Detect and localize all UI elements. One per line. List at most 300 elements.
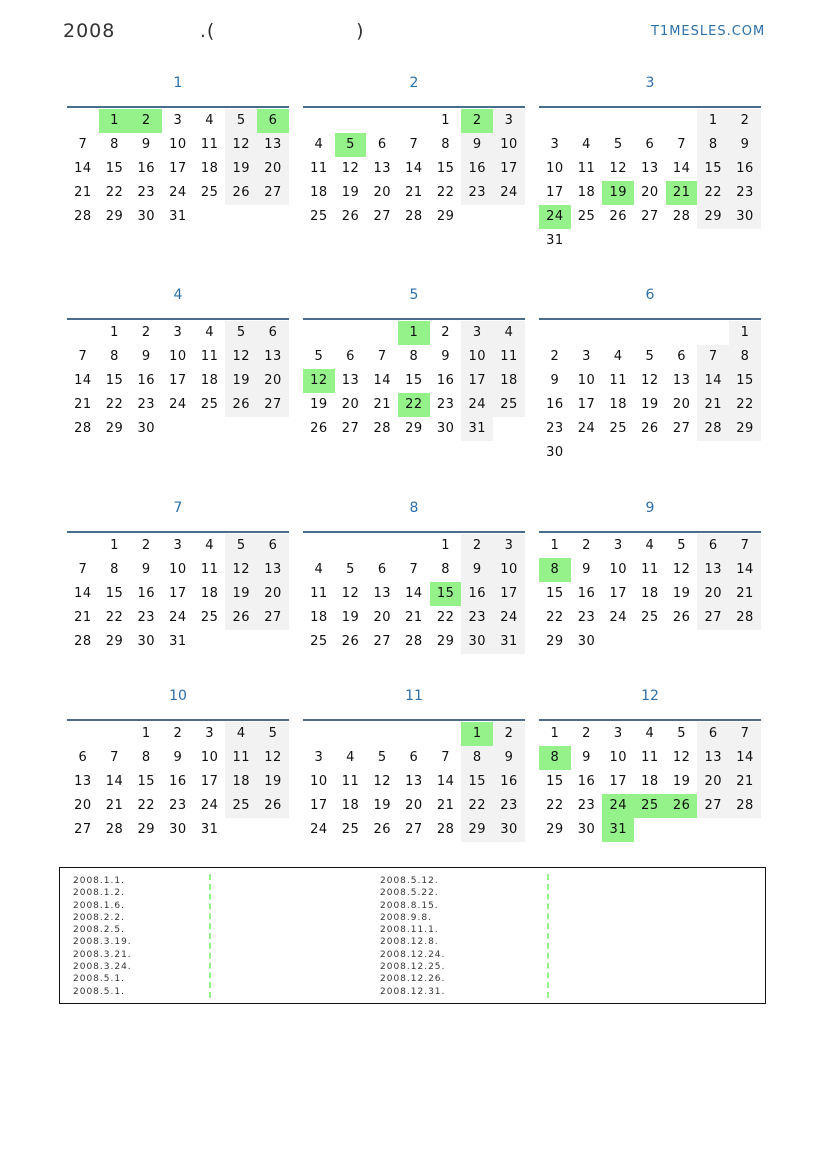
day-cell[interactable]: 30 [577, 822, 596, 837]
day-cell[interactable]: 9 [141, 137, 151, 152]
day-cell[interactable]: 17 [169, 373, 187, 388]
day-cell[interactable]: 8 [110, 562, 119, 577]
day-cell[interactable]: 3 [613, 726, 623, 741]
day-cell[interactable]: 5 [225, 321, 257, 345]
day-cell[interactable]: 1 [461, 722, 493, 746]
day-cell[interactable]: 29 [105, 634, 124, 649]
day-cell[interactable]: 23 [493, 794, 525, 818]
day-cell[interactable]: 8 [141, 750, 151, 765]
day-cell[interactable]: 10 [493, 133, 525, 157]
day-cell[interactable]: 14 [672, 161, 691, 176]
day-cell[interactable]: 17 [310, 798, 328, 813]
day-cell[interactable]: 20 [697, 582, 729, 606]
day-cell[interactable]: 11 [577, 161, 596, 176]
day-cell[interactable]: 18 [577, 185, 596, 200]
day-cell[interactable]: 5 [225, 109, 257, 133]
day-cell[interactable]: 19 [341, 185, 360, 200]
day-cell[interactable]: 9 [729, 133, 761, 157]
day-cell[interactable]: 3 [173, 538, 183, 553]
day-cell[interactable]: 2 [461, 109, 493, 133]
day-cell[interactable]: 7 [78, 562, 88, 577]
day-cell[interactable]: 3 [613, 538, 623, 553]
day-cell[interactable]: 26 [672, 610, 691, 625]
day-cell[interactable]: 27 [405, 822, 423, 837]
day-cell[interactable]: 16 [577, 586, 596, 601]
day-cell[interactable]: 29 [105, 421, 124, 436]
day-cell[interactable]: 16 [137, 161, 155, 176]
day-cell[interactable]: 4 [314, 137, 324, 152]
day-cell[interactable]: 7 [697, 345, 729, 369]
day-cell[interactable]: 11 [310, 161, 328, 176]
day-cell[interactable]: 3 [314, 750, 324, 765]
day-cell[interactable]: 4 [205, 538, 214, 553]
day-cell[interactable]: 10 [493, 558, 525, 582]
day-cell[interactable]: 18 [493, 369, 525, 393]
day-cell[interactable]: 20 [257, 157, 289, 181]
day-cell[interactable]: 15 [697, 157, 729, 181]
day-cell[interactable]: 17 [493, 157, 525, 181]
day-cell[interactable]: 31 [169, 209, 187, 224]
day-cell[interactable]: 22 [461, 794, 493, 818]
day-cell[interactable]: 17 [577, 397, 596, 412]
day-cell[interactable]: 24 [169, 185, 187, 200]
day-cell[interactable]: 27 [373, 209, 391, 224]
day-cell[interactable]: 21 [729, 770, 761, 794]
day-cell[interactable]: 16 [137, 586, 155, 601]
day-cell[interactable]: 25 [577, 209, 596, 224]
day-cell[interactable]: 20 [373, 185, 391, 200]
day-cell[interactable]: 12 [225, 345, 257, 369]
day-cell[interactable]: 28 [373, 421, 391, 436]
day-cell[interactable]: 23 [577, 798, 596, 813]
day-cell[interactable]: 5 [677, 726, 686, 741]
day-cell[interactable]: 21 [74, 610, 92, 625]
day-cell[interactable]: 31 [493, 630, 525, 654]
day-cell[interactable]: 5 [314, 349, 324, 364]
day-cell[interactable]: 8 [539, 746, 571, 770]
day-cell[interactable]: 8 [110, 349, 119, 364]
day-cell[interactable]: 13 [405, 774, 423, 789]
day-cell[interactable]: 18 [310, 185, 328, 200]
day-cell[interactable]: 28 [74, 634, 92, 649]
day-cell[interactable]: 13 [641, 161, 659, 176]
day-cell[interactable]: 31 [200, 822, 219, 837]
day-cell[interactable]: 20 [257, 369, 289, 393]
day-cell[interactable]: 4 [613, 349, 623, 364]
day-cell[interactable]: 27 [257, 393, 289, 417]
day-cell[interactable]: 24 [461, 393, 493, 417]
day-cell[interactable]: 8 [729, 345, 761, 369]
day-cell[interactable]: 25 [609, 421, 627, 436]
day-cell[interactable]: 19 [225, 157, 257, 181]
day-cell[interactable]: 11 [341, 774, 360, 789]
day-cell[interactable]: 16 [546, 397, 564, 412]
day-cell[interactable]: 14 [373, 373, 391, 388]
day-cell[interactable]: 21 [697, 393, 729, 417]
day-cell[interactable]: 18 [200, 373, 219, 388]
day-cell[interactable]: 21 [74, 185, 92, 200]
day-cell[interactable]: 29 [436, 209, 455, 224]
day-cell[interactable]: 30 [169, 822, 187, 837]
day-cell[interactable]: 27 [697, 794, 729, 818]
day-cell[interactable]: 14 [405, 586, 423, 601]
day-cell[interactable]: 22 [697, 181, 729, 205]
day-cell[interactable]: 28 [672, 209, 691, 224]
day-cell[interactable]: 13 [697, 558, 729, 582]
day-cell[interactable]: 10 [546, 161, 564, 176]
day-cell[interactable]: 30 [137, 209, 155, 224]
day-cell[interactable]: 20 [373, 610, 391, 625]
day-cell[interactable]: 5 [677, 538, 686, 553]
day-cell[interactable]: 17 [461, 369, 493, 393]
day-cell[interactable]: 18 [641, 774, 659, 789]
day-cell[interactable]: 26 [373, 822, 391, 837]
day-cell[interactable]: 2 [461, 534, 493, 558]
day-cell[interactable]: 27 [341, 421, 360, 436]
day-cell[interactable]: 24 [609, 610, 627, 625]
day-cell[interactable]: 13 [74, 774, 92, 789]
day-cell[interactable]: 14 [697, 369, 729, 393]
day-cell[interactable]: 19 [310, 397, 328, 412]
day-cell[interactable]: 8 [110, 137, 119, 152]
day-cell[interactable]: 12 [672, 562, 691, 577]
day-cell[interactable]: 7 [377, 349, 387, 364]
day-cell[interactable]: 8 [441, 137, 450, 152]
day-cell[interactable]: 10 [609, 750, 627, 765]
day-cell[interactable]: 10 [461, 345, 493, 369]
day-cell[interactable]: 23 [137, 610, 155, 625]
day-cell[interactable]: 3 [461, 321, 493, 345]
day-cell[interactable]: 15 [137, 774, 155, 789]
day-cell[interactable]: 23 [137, 397, 155, 412]
day-cell[interactable]: 29 [546, 822, 564, 837]
day-cell[interactable]: 14 [74, 373, 92, 388]
day-cell[interactable]: 22 [105, 397, 124, 412]
day-cell[interactable]: 1 [441, 113, 450, 128]
day-cell[interactable]: 23 [461, 606, 493, 630]
day-cell[interactable]: 11 [200, 562, 219, 577]
day-cell[interactable]: 22 [137, 798, 155, 813]
day-cell[interactable]: 17 [609, 774, 627, 789]
day-cell[interactable]: 11 [225, 746, 257, 770]
day-cell[interactable]: 20 [405, 798, 423, 813]
day-cell[interactable]: 10 [577, 373, 596, 388]
day-cell[interactable]: 27 [257, 606, 289, 630]
day-cell[interactable]: 25 [200, 185, 219, 200]
day-cell[interactable]: 16 [169, 774, 187, 789]
day-cell[interactable]: 6 [697, 534, 729, 558]
day-cell[interactable]: 6 [409, 750, 419, 765]
day-cell[interactable]: 27 [641, 209, 659, 224]
day-cell[interactable]: 3 [582, 349, 591, 364]
day-cell[interactable]: 28 [405, 209, 423, 224]
day-cell[interactable]: 2 [582, 538, 591, 553]
day-cell[interactable]: 20 [641, 185, 659, 200]
day-cell[interactable]: 21 [105, 798, 124, 813]
day-cell[interactable]: 9 [461, 558, 493, 582]
day-cell[interactable]: 16 [493, 770, 525, 794]
day-cell[interactable]: 22 [105, 610, 124, 625]
day-cell[interactable]: 6 [78, 750, 88, 765]
day-cell[interactable]: 30 [493, 818, 525, 842]
day-cell[interactable]: 18 [225, 770, 257, 794]
day-cell[interactable]: 31 [169, 634, 187, 649]
day-cell[interactable]: 16 [577, 774, 596, 789]
day-cell[interactable]: 9 [550, 373, 560, 388]
day-cell[interactable]: 19 [672, 586, 691, 601]
day-cell[interactable]: 19 [225, 369, 257, 393]
day-cell[interactable]: 20 [672, 397, 691, 412]
day-cell[interactable]: 25 [341, 822, 360, 837]
day-cell[interactable]: 1 [110, 325, 119, 340]
day-cell[interactable]: 21 [405, 185, 423, 200]
day-cell[interactable]: 27 [672, 421, 691, 436]
day-cell[interactable]: 6 [346, 349, 355, 364]
day-cell[interactable]: 29 [137, 822, 155, 837]
day-cell[interactable]: 6 [377, 137, 387, 152]
day-cell[interactable]: 26 [257, 794, 289, 818]
day-cell[interactable]: 17 [493, 582, 525, 606]
day-cell[interactable]: 23 [137, 185, 155, 200]
day-cell[interactable]: 1 [141, 726, 151, 741]
day-cell[interactable]: 9 [173, 750, 183, 765]
day-cell[interactable]: 18 [200, 586, 219, 601]
day-cell[interactable]: 6 [677, 349, 686, 364]
day-cell[interactable]: 8 [539, 558, 571, 582]
day-cell[interactable]: 22 [105, 185, 124, 200]
day-cell[interactable]: 6 [257, 109, 289, 133]
day-cell[interactable]: 3 [173, 325, 183, 340]
day-cell[interactable]: 20 [341, 397, 360, 412]
day-cell[interactable]: 4 [582, 137, 591, 152]
day-cell[interactable]: 29 [697, 205, 729, 229]
day-cell[interactable]: 29 [729, 417, 761, 441]
day-cell[interactable]: 12 [225, 133, 257, 157]
day-cell[interactable]: 7 [409, 137, 419, 152]
day-cell[interactable]: 25 [310, 209, 328, 224]
day-cell[interactable]: 14 [74, 161, 92, 176]
day-cell[interactable]: 16 [461, 582, 493, 606]
day-cell[interactable]: 25 [641, 610, 659, 625]
day-cell[interactable]: 1 [398, 321, 430, 345]
day-cell[interactable]: 7 [78, 349, 88, 364]
day-cell[interactable]: 12 [303, 369, 335, 393]
day-cell[interactable]: 23 [436, 397, 455, 412]
day-cell[interactable]: 12 [641, 373, 659, 388]
day-cell[interactable]: 5 [257, 722, 289, 746]
day-cell[interactable]: 27 [373, 634, 391, 649]
day-cell[interactable]: 24 [577, 421, 596, 436]
day-cell[interactable]: 17 [546, 185, 564, 200]
day-cell[interactable]: 18 [609, 397, 627, 412]
day-cell[interactable]: 2 [729, 109, 761, 133]
day-cell[interactable]: 25 [634, 794, 666, 818]
day-cell[interactable]: 9 [493, 746, 525, 770]
day-cell[interactable]: 26 [666, 794, 698, 818]
day-cell[interactable]: 9 [141, 349, 151, 364]
day-cell[interactable]: 30 [436, 421, 455, 436]
day-cell[interactable]: 12 [373, 774, 391, 789]
day-cell[interactable]: 14 [405, 161, 423, 176]
day-cell[interactable]: 11 [200, 137, 219, 152]
day-cell[interactable]: 2 [441, 325, 450, 340]
day-cell[interactable]: 7 [441, 750, 450, 765]
day-cell[interactable]: 25 [225, 794, 257, 818]
day-cell[interactable]: 6 [257, 534, 289, 558]
day-cell[interactable]: 31 [461, 417, 493, 441]
day-cell[interactable]: 24 [169, 397, 187, 412]
day-cell[interactable]: 7 [677, 137, 686, 152]
day-cell[interactable]: 22 [398, 393, 430, 417]
day-cell[interactable]: 26 [225, 181, 257, 205]
day-cell[interactable]: 7 [110, 750, 119, 765]
day-cell[interactable]: 17 [169, 161, 187, 176]
day-cell[interactable]: 10 [609, 562, 627, 577]
day-cell[interactable]: 22 [436, 185, 455, 200]
day-cell[interactable]: 6 [697, 722, 729, 746]
day-cell[interactable]: 13 [373, 161, 391, 176]
day-cell[interactable]: 9 [461, 133, 493, 157]
day-cell[interactable]: 19 [672, 774, 691, 789]
day-cell[interactable]: 19 [341, 610, 360, 625]
day-cell[interactable]: 26 [341, 209, 360, 224]
day-cell[interactable]: 12 [341, 586, 360, 601]
day-cell[interactable]: 23 [577, 610, 596, 625]
day-cell[interactable]: 9 [141, 562, 151, 577]
day-cell[interactable]: 30 [137, 421, 155, 436]
day-cell[interactable]: 28 [74, 421, 92, 436]
day-cell[interactable]: 19 [225, 582, 257, 606]
day-cell[interactable]: 20 [257, 582, 289, 606]
day-cell[interactable]: 17 [200, 774, 219, 789]
day-cell[interactable]: 13 [257, 558, 289, 582]
day-cell[interactable]: 25 [493, 393, 525, 417]
day-cell[interactable]: 21 [405, 610, 423, 625]
day-cell[interactable]: 27 [74, 822, 92, 837]
day-cell[interactable]: 11 [641, 750, 659, 765]
day-cell[interactable]: 28 [729, 794, 761, 818]
day-cell[interactable]: 15 [430, 582, 462, 606]
day-cell[interactable]: 16 [461, 157, 493, 181]
day-cell[interactable]: 8 [697, 133, 729, 157]
day-cell[interactable]: 10 [169, 562, 187, 577]
day-cell[interactable]: 6 [377, 562, 387, 577]
day-cell[interactable]: 24 [200, 798, 219, 813]
day-cell[interactable]: 25 [200, 610, 219, 625]
day-cell[interactable]: 5 [346, 562, 355, 577]
day-cell[interactable]: 24 [310, 822, 328, 837]
day-cell[interactable]: 21 [666, 181, 698, 205]
day-cell[interactable]: 22 [729, 393, 761, 417]
day-cell[interactable]: 15 [461, 770, 493, 794]
day-cell[interactable]: 2 [550, 349, 560, 364]
day-cell[interactable]: 8 [441, 562, 450, 577]
day-cell[interactable]: 25 [310, 634, 328, 649]
day-cell[interactable]: 5 [613, 137, 623, 152]
day-cell[interactable]: 12 [257, 746, 289, 770]
day-cell[interactable]: 23 [169, 798, 187, 813]
day-cell[interactable]: 3 [205, 726, 214, 741]
day-cell[interactable]: 3 [493, 534, 525, 558]
day-cell[interactable]: 26 [310, 421, 328, 436]
day-cell[interactable]: 24 [539, 205, 571, 229]
day-cell[interactable]: 16 [436, 373, 455, 388]
day-cell[interactable]: 7 [729, 534, 761, 558]
day-cell[interactable]: 29 [105, 209, 124, 224]
day-cell[interactable]: 3 [493, 109, 525, 133]
day-cell[interactable]: 4 [645, 538, 655, 553]
day-cell[interactable]: 1 [110, 538, 119, 553]
day-cell[interactable]: 9 [441, 349, 450, 364]
day-cell[interactable]: 22 [546, 798, 564, 813]
day-cell[interactable]: 15 [405, 373, 423, 388]
day-cell[interactable]: 4 [205, 113, 214, 128]
day-cell[interactable]: 13 [373, 586, 391, 601]
day-cell[interactable]: 15 [105, 586, 124, 601]
day-cell[interactable]: 11 [609, 373, 627, 388]
day-cell[interactable]: 7 [409, 562, 419, 577]
day-cell[interactable]: 2 [141, 538, 151, 553]
day-cell[interactable]: 15 [436, 161, 455, 176]
day-cell[interactable]: 15 [105, 373, 124, 388]
day-cell[interactable]: 25 [200, 397, 219, 412]
day-cell[interactable]: 12 [225, 558, 257, 582]
day-cell[interactable]: 11 [310, 586, 328, 601]
day-cell[interactable]: 11 [493, 345, 525, 369]
day-cell[interactable]: 1 [550, 726, 560, 741]
day-cell[interactable]: 7 [729, 722, 761, 746]
day-cell[interactable]: 11 [200, 349, 219, 364]
day-cell[interactable]: 10 [200, 750, 219, 765]
day-cell[interactable]: 29 [405, 421, 423, 436]
day-cell[interactable]: 24 [602, 794, 634, 818]
day-cell[interactable]: 26 [641, 421, 659, 436]
day-cell[interactable]: 23 [729, 181, 761, 205]
day-cell[interactable]: 31 [602, 818, 634, 842]
day-cell[interactable]: 2 [493, 722, 525, 746]
day-cell[interactable]: 2 [582, 726, 591, 741]
day-cell[interactable]: 11 [641, 562, 659, 577]
day-cell[interactable]: 19 [641, 397, 659, 412]
day-cell[interactable]: 28 [105, 822, 124, 837]
day-cell[interactable]: 31 [546, 233, 564, 248]
day-cell[interactable]: 21 [436, 798, 455, 813]
day-cell[interactable]: 3 [173, 113, 183, 128]
day-cell[interactable]: 21 [729, 582, 761, 606]
day-cell[interactable]: 13 [341, 373, 360, 388]
day-cell[interactable]: 16 [729, 157, 761, 181]
day-cell[interactable]: 27 [697, 606, 729, 630]
day-cell[interactable]: 15 [105, 161, 124, 176]
day-cell[interactable]: 5 [335, 133, 367, 157]
day-cell[interactable]: 10 [169, 137, 187, 152]
day-cell[interactable]: 18 [341, 798, 360, 813]
day-cell[interactable]: 19 [257, 770, 289, 794]
day-cell[interactable]: 1 [550, 538, 560, 553]
day-cell[interactable]: 23 [546, 421, 564, 436]
day-cell[interactable]: 29 [546, 634, 564, 649]
day-cell[interactable]: 10 [169, 349, 187, 364]
day-cell[interactable]: 16 [137, 373, 155, 388]
day-cell[interactable]: 2 [141, 325, 151, 340]
day-cell[interactable]: 12 [672, 750, 691, 765]
day-cell[interactable]: 24 [493, 181, 525, 205]
day-cell[interactable]: 29 [461, 818, 493, 842]
day-cell[interactable]: 18 [641, 586, 659, 601]
day-cell[interactable]: 2 [173, 726, 183, 741]
day-cell[interactable]: 28 [74, 209, 92, 224]
day-cell[interactable]: 1 [729, 321, 761, 345]
